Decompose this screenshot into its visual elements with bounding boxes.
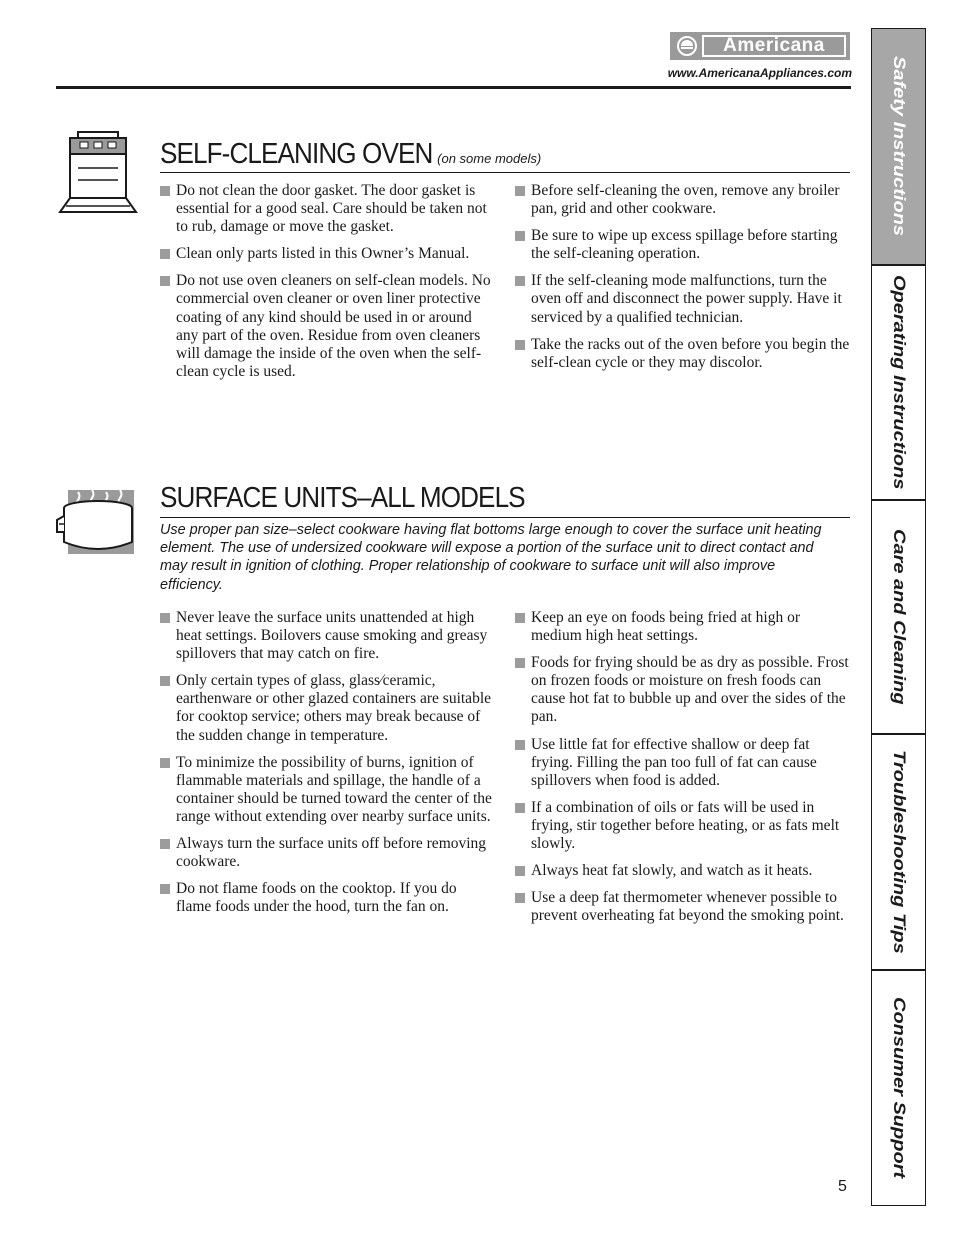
surface-units-left-column (160, 609, 495, 925)
bullet-square-icon (515, 231, 525, 241)
tab-care-and-cleaning[interactable] (872, 501, 925, 735)
list-item-text: Do not clean the door gasket. The door gasket is essential for a good seal. Care should be taken not to rub, damage or move the gasket. (176, 182, 487, 236)
bullet-square-icon (515, 866, 525, 876)
americana-logo (670, 32, 850, 60)
list-item (515, 336, 850, 372)
list-item-text: Always turn the surface units off before removing cookware. (176, 835, 487, 871)
list-item (515, 799, 850, 853)
list-item-text: Foods for frying should be as dry as possible. Frost on frozen foods or moisture on fresh foods can cause hot fat to bubble up and over the sides of the pan. (531, 654, 849, 726)
tab-safety-instructions[interactable] (872, 29, 925, 266)
list-item (515, 889, 850, 925)
bullet-square-icon (160, 676, 170, 686)
list-item-text: Never leave the surface units unattended at high heat settings. Boilovers cause smoking and greasy spillovers that may catch on fire. (176, 609, 488, 663)
list-item (515, 272, 850, 326)
list-item-text: Take the racks out of the oven before you begin the self-clean cycle or they may discolor. (531, 335, 850, 371)
list-item-text: To minimize the possibility of burns, ignition of flammable materials and spillage, the handle of a container should be turned toward the center of the range without extending over nearby surface units. (176, 753, 492, 825)
list-item (515, 227, 850, 263)
tab-troubleshooting-tips[interactable] (872, 735, 925, 971)
list-item (160, 182, 495, 236)
list-item-text: Before self-cleaning the oven, remove any broiler pan, grid and other cookware. (531, 182, 840, 218)
tab-label: Operating Instructions (889, 275, 909, 490)
bullet-square-icon (160, 839, 170, 849)
list-item-text: Always heat fat slowly, and watch as it heats. (531, 862, 813, 880)
list-item-text: If the self-cleaning mode malfunctions, turn the oven off and disconnect the power supply. Have it serviced by a qualified technician. (531, 272, 842, 326)
section-heading: SELF-CLEANING OVEN (160, 138, 433, 170)
bullet-square-icon (515, 740, 525, 750)
list-item-text: Keep an eye on foods being fried at high or medium high heat settings. (531, 609, 801, 645)
bullet-square-icon (515, 613, 525, 623)
list-item (515, 862, 850, 880)
section-tabs (871, 28, 926, 1206)
bullet-square-icon (160, 884, 170, 894)
page-number: 5 (838, 1178, 847, 1195)
bullet-square-icon (515, 276, 525, 286)
surface-units-right-column (515, 609, 850, 934)
bullet-square-icon (515, 658, 525, 668)
oven-icon (56, 130, 138, 221)
brand-name: Americana (702, 35, 846, 57)
section-subheading: (on some models) (437, 151, 542, 166)
list-item (160, 245, 495, 263)
cooking-pot-icon (56, 486, 138, 563)
list-item (160, 672, 495, 744)
surface-units-intro: Use proper pan size–select cookware having flat bottoms large enough to cover the surface unit heating element. The use of undersized cookware will expose a portion of the surface unit to direct contact and may result in ignition of clothing. Proper relationship of cookware to surface unit will also improve efficiency. (160, 522, 822, 593)
tab-label: Consumer Support (889, 997, 909, 1179)
list-item (160, 835, 495, 871)
tab-label: Care and Cleaning (889, 529, 909, 705)
bullet-square-icon (160, 186, 170, 196)
self-cleaning-left-column (160, 182, 495, 390)
bullet-square-icon (160, 249, 170, 259)
section-title-surface-units (160, 482, 850, 518)
list-item (160, 754, 495, 826)
americana-emblem-icon (672, 34, 702, 58)
list-item-text: Use little fat for effective shallow or deep fat frying. Filling the pan too full of fat can cause spillovers when food is added. (531, 735, 817, 789)
list-item-text: If a combination of oils or fats will be used in frying, stir together before heating, or as fats melt slowly. (531, 798, 840, 853)
list-item (515, 736, 850, 790)
list-item (160, 272, 495, 381)
list-item (160, 880, 495, 916)
website-url[interactable]: www.AmericanaAppliances.com (667, 66, 852, 80)
list-item (515, 182, 850, 218)
list-item-text: Be sure to wipe up excess spillage before starting the self-cleaning operation. (531, 227, 838, 263)
list-item (515, 654, 850, 726)
list-item-text: Clean only parts listed in this Owner’s Manual. (176, 245, 470, 263)
list-item (160, 609, 495, 663)
bullet-square-icon (515, 803, 525, 813)
bullet-square-icon (160, 276, 170, 286)
tab-label: Troubleshooting Tips (889, 750, 909, 954)
list-item-text: Do not flame foods on the cooktop. If you do flame foods under the hood, turn the fan on. (176, 880, 457, 916)
bullet-square-icon (515, 893, 525, 903)
list-item-text: Only certain types of glass, glass⁄ceramic, earthenware or other glazed containers are suitable for cooktop service; others may break because of the sudden change in temperature. (176, 672, 492, 744)
self-cleaning-right-column (515, 182, 850, 381)
bullet-square-icon (515, 186, 525, 196)
list-item (515, 609, 850, 645)
tab-operating-instructions[interactable] (872, 266, 925, 501)
tab-label: Safety Instructions (889, 56, 909, 237)
tab-consumer-support[interactable] (872, 971, 925, 1205)
bullet-square-icon (160, 613, 170, 623)
bullet-square-icon (160, 758, 170, 768)
section-heading: SURFACE UNITS–ALL MODELS (160, 482, 525, 514)
section-title-self-cleaning (160, 138, 850, 173)
bullet-square-icon (515, 340, 525, 350)
header-divider (56, 86, 851, 89)
list-item-text: Use a deep fat thermometer whenever possible to prevent overheating fat beyond the smoking point. (531, 889, 844, 925)
list-item-text: Do not use oven cleaners on self-clean models. No commercial oven cleaner or oven liner protective coating of any kind should be used in or around any part of the oven. Residue from oven cleaners will damage the inside of the oven when the self-clean cycle is used. (176, 272, 491, 380)
